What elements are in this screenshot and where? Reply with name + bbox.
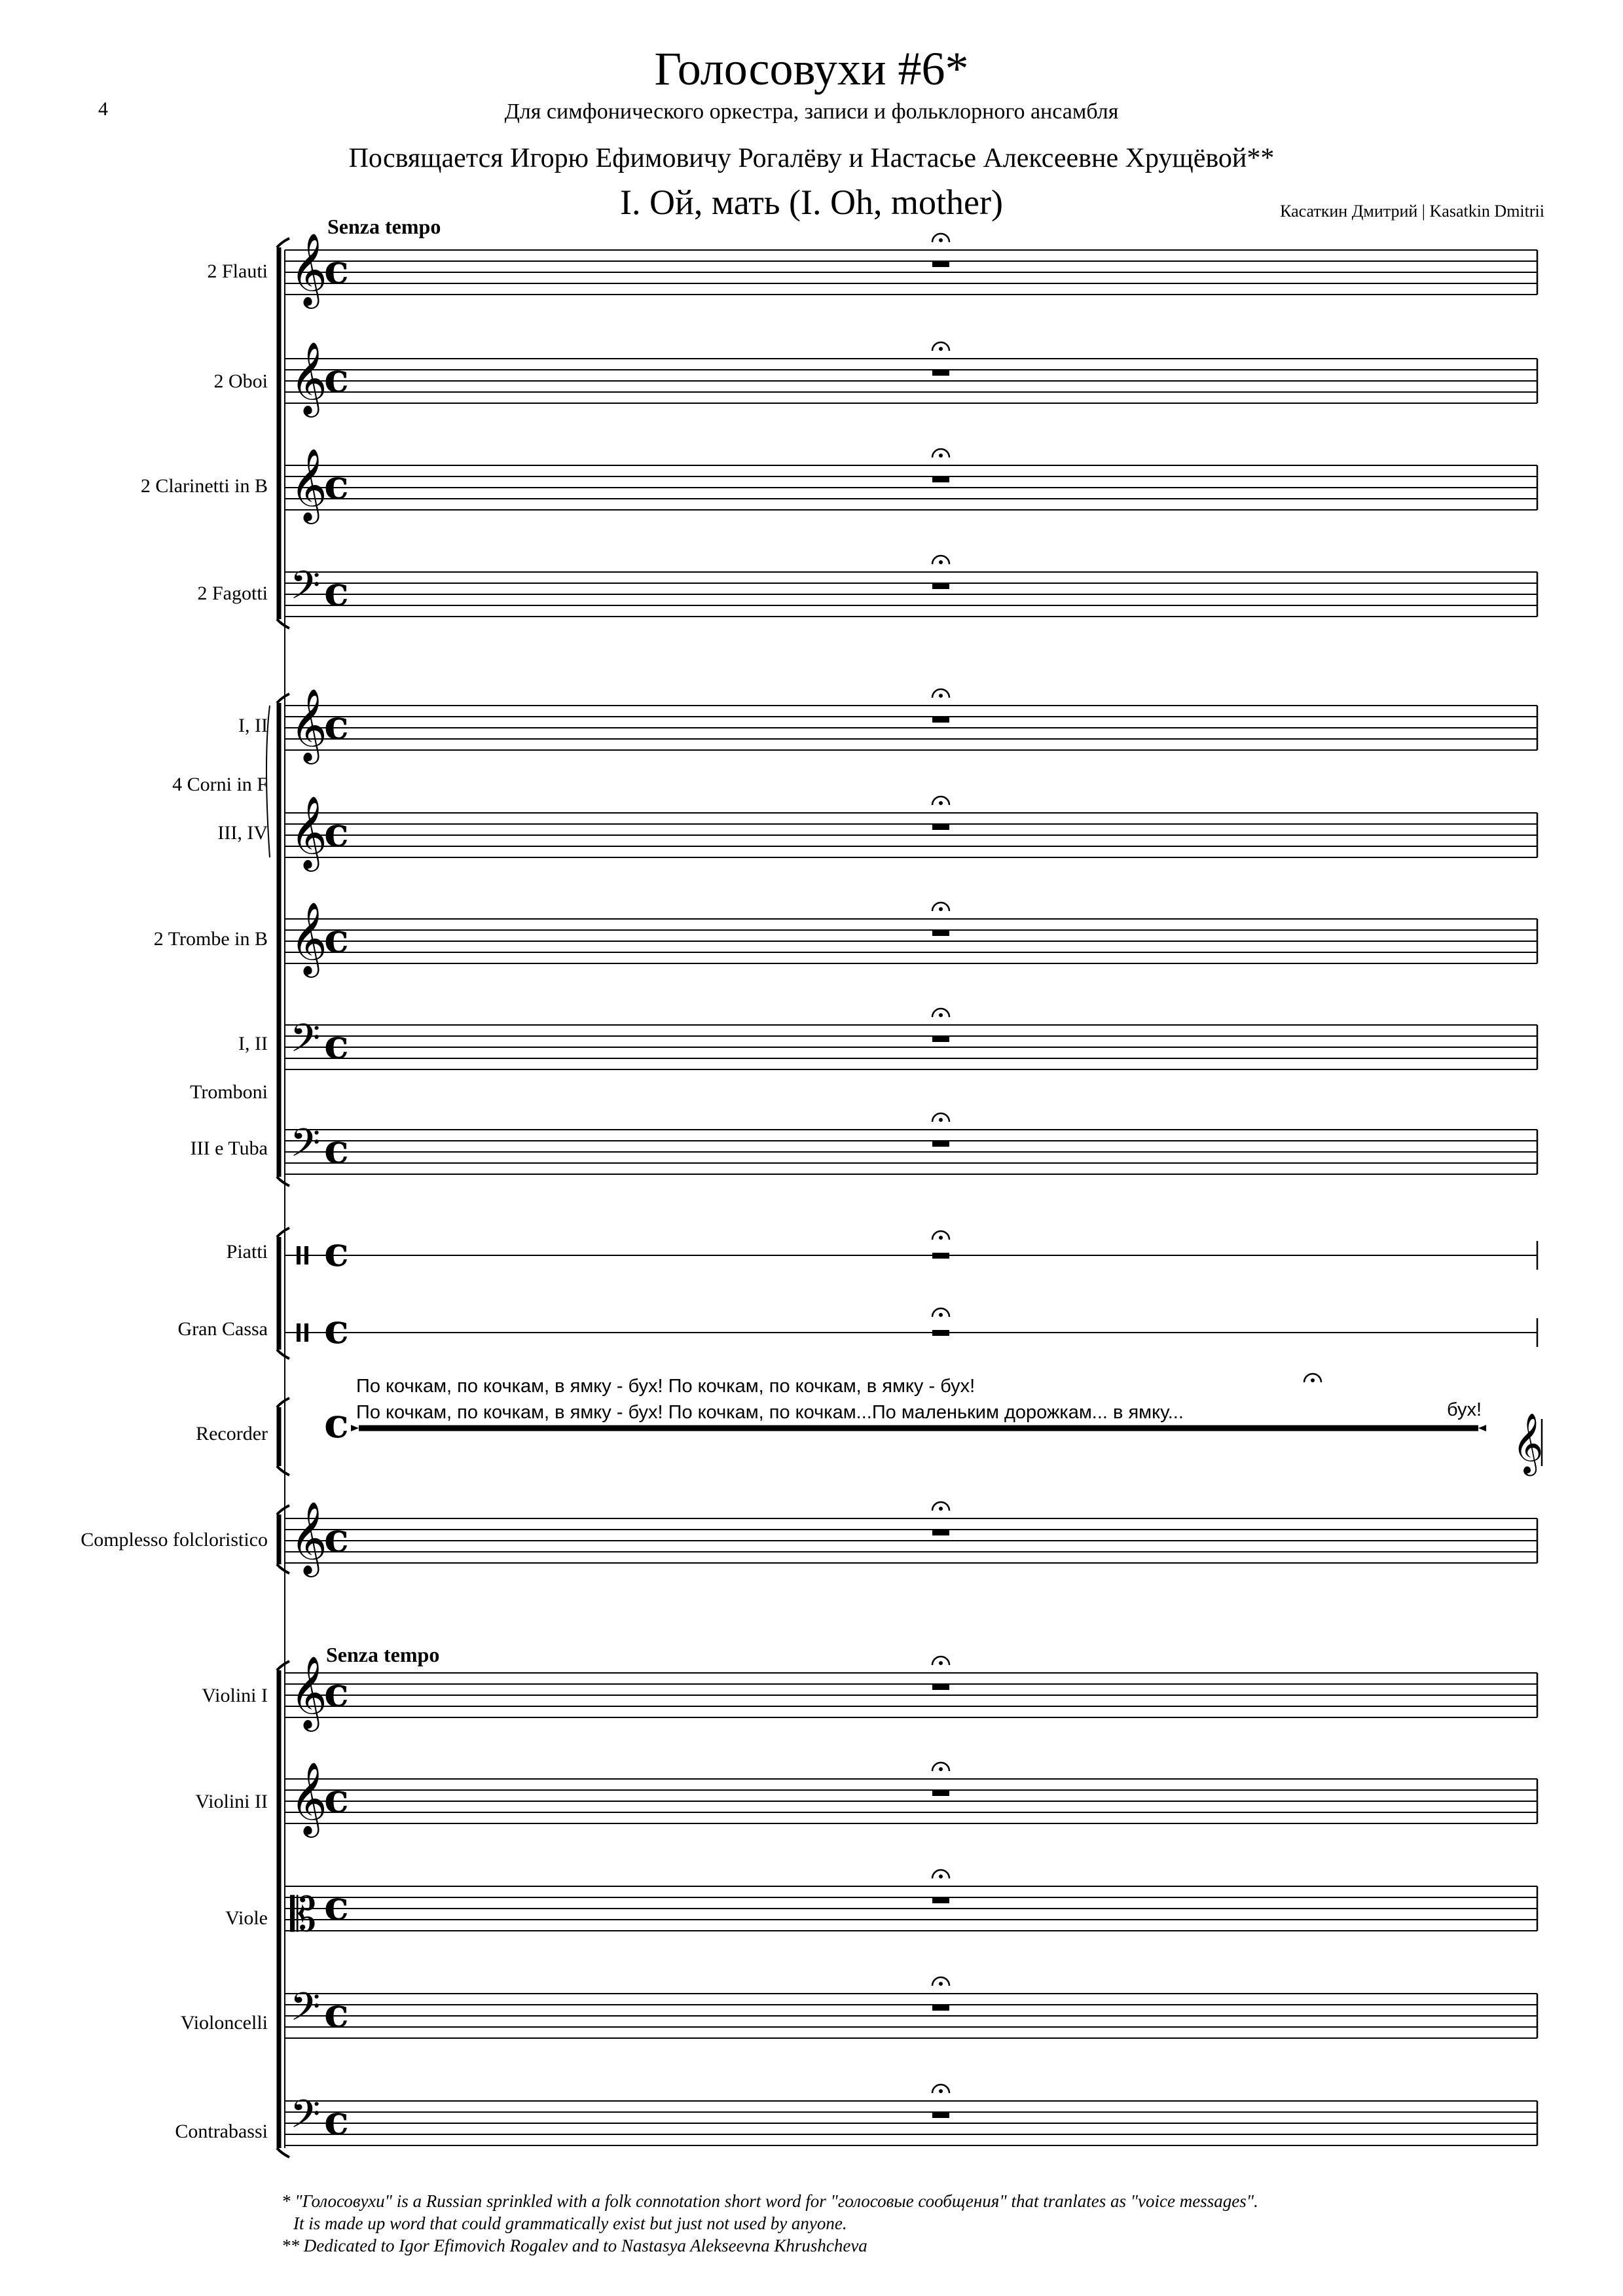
label-folk-ensemble: Complesso folcloristico — [81, 1529, 268, 1551]
common-time-icon: c — [324, 567, 349, 615]
common-time-icon: c — [324, 1774, 349, 1822]
label-flauti: 2 Flauti — [207, 260, 268, 282]
score-subtitle: Для симфонического оркестра, записи и фольклорного ансамбля — [504, 99, 1119, 124]
whole-rest-icon — [932, 1330, 949, 1336]
whole-rest-icon — [932, 583, 949, 589]
percussion-clef-icon — [297, 1246, 301, 1265]
staff-folk — [285, 1501, 1537, 1577]
label-violoncelli: Violoncelli — [180, 2012, 268, 2034]
label-contrabassi: Contrabassi — [175, 2121, 268, 2142]
common-time-icon: c — [324, 1020, 349, 1068]
staff-violini-2 — [285, 1761, 1537, 1838]
recorder-text-line-1: По кочкам, по кочкам, в ямку - бух! По кочкам, по кочкам, в ямку - бух! — [356, 1376, 976, 1397]
staves — [285, 232, 1543, 2146]
footnote-1-continued: It is made up word that could grammatically exist but just not used by anyone. — [293, 2214, 847, 2233]
common-time-icon: c — [324, 914, 349, 962]
label-violini-2: Violini II — [195, 1791, 268, 1812]
treble-clef-icon: 𝄞 — [290, 448, 327, 521]
label-tromboni-group: Tromboni — [190, 1081, 268, 1103]
whole-rest-icon — [932, 2005, 949, 2011]
score-title: Голосовухи #6* — [654, 43, 969, 95]
label-oboi: 2 Oboi — [213, 370, 268, 392]
footnote-1: * "Голосовухи" is a Russian sprinkled with a folk connotation short word for "голосовые сообщения" that tranlates as "voice messages". — [282, 2191, 1258, 2211]
footnote-2: ** Dedicated to Igor Efimovich Rogalev and to Nastasya Alekseevna Khrushcheva — [282, 2236, 867, 2255]
label-piatti: Piatti — [226, 1241, 268, 1263]
percussion-clef-icon — [297, 1323, 301, 1342]
tempo-marking-strings: Senza tempo — [326, 1643, 440, 1666]
label-gran-cassa: Gran Cassa — [177, 1318, 268, 1340]
bracket-brass — [277, 694, 289, 1186]
bracket-woodwinds — [277, 238, 289, 628]
whole-rest-icon — [932, 930, 949, 936]
treble-clef-icon: 𝄞 — [290, 1761, 327, 1835]
bass-clef-icon: 𝄢 — [290, 2091, 321, 2146]
treble-clef-icon: 𝄞 — [290, 795, 327, 869]
whole-rest-icon — [932, 1790, 949, 1796]
label-trombe: 2 Trombe in B — [153, 928, 268, 950]
treble-clef-icon: 𝄞 — [290, 901, 327, 975]
bass-clef-icon: 𝄢 — [290, 562, 321, 617]
treble-clef-icon: 𝄞 — [290, 232, 327, 306]
label-corni-group: 4 Corni in F — [172, 774, 268, 795]
whole-rest-icon — [932, 261, 949, 267]
staff-piatti — [285, 1228, 1537, 1276]
label-violini-1: Violini I — [202, 1685, 268, 1706]
label-tromboni-12: I, II — [238, 1033, 268, 1054]
common-time-icon: c — [324, 1989, 349, 2037]
composer: Касаткин Дмитрий | Kasatkin Dmitrii — [1280, 202, 1544, 221]
staff-tromboni-3-tuba — [285, 1113, 1537, 1175]
whole-rest-icon — [932, 2112, 949, 2118]
movement-title: I. Ой, мать (I. Oh, mother) — [620, 183, 1003, 222]
staff-clarinetti — [285, 448, 1537, 524]
bracket-recorder — [277, 1398, 289, 1475]
label-recorder: Recorder — [196, 1423, 268, 1444]
recorder-text-line-2: По кочкам, по кочкам, в ямку - бух! По кочкам, по кочкам...По маленьким дорожкам... в ямку... — [356, 1402, 1184, 1423]
whole-rest-icon — [932, 1141, 949, 1147]
staff-flauti — [285, 232, 1537, 309]
common-time-icon: c — [324, 1668, 349, 1716]
common-time-icon: c — [324, 354, 349, 402]
treble-clef-icon: 𝄞 — [290, 1655, 327, 1729]
common-time-icon: c — [324, 1399, 349, 1447]
staff-oboi — [285, 341, 1537, 418]
common-time-icon: c — [324, 1882, 349, 1929]
staff-contrabassi — [285, 2085, 1537, 2146]
staff-corni-34 — [285, 795, 1537, 872]
common-time-icon: c — [324, 461, 349, 509]
common-time-icon: c — [324, 701, 349, 749]
label-fagotti: 2 Fagotti — [197, 583, 268, 604]
bass-clef-icon: 𝄢 — [290, 1015, 321, 1070]
alto-clef-icon: 𝄡 — [290, 1887, 317, 1942]
common-time-icon: c — [324, 1514, 349, 1562]
common-time-icon: c — [324, 2096, 349, 2144]
treble-clef-icon: 𝄞 — [290, 341, 327, 414]
whole-rest-icon — [932, 1897, 949, 1903]
bracket-percussion — [277, 1228, 289, 1359]
bass-clef-icon: 𝄢 — [290, 1120, 321, 1175]
whole-rest-icon — [932, 476, 949, 482]
staff-tromboni-12 — [285, 1009, 1537, 1070]
whole-rest-icon — [932, 1684, 949, 1690]
label-clarinetti: 2 Clarinetti in B — [140, 475, 268, 497]
whole-rest-icon — [932, 370, 949, 376]
common-time-icon: c — [324, 808, 349, 856]
bass-clef-icon: 𝄢 — [290, 1984, 321, 2039]
brace-corni — [266, 706, 270, 857]
staff-viole — [285, 1870, 1537, 1942]
label-corni-12: I, II — [238, 715, 268, 736]
brackets — [266, 238, 289, 2157]
page-number: 4 — [98, 98, 108, 120]
recorder-text-ending: бух! — [1447, 1399, 1482, 1420]
staff-violoncelli — [285, 1977, 1537, 2039]
tempo-marking-winds: Senza tempo — [327, 215, 441, 238]
label-tromboni-3-tuba: III e Tuba — [190, 1138, 268, 1159]
treble-clef-icon: 𝄞 — [290, 1501, 327, 1574]
label-viole: Viole — [225, 1907, 268, 1929]
staff-violini-1 — [285, 1655, 1537, 1732]
staff-corni-12 — [285, 688, 1537, 764]
staff-recorder — [324, 1374, 1543, 1476]
treble-clef-icon: 𝄞 — [290, 688, 327, 761]
staff-trombe — [285, 901, 1537, 978]
common-time-icon: c — [324, 1228, 349, 1276]
staff-gran-cassa — [285, 1305, 1537, 1353]
whole-rest-icon — [932, 717, 949, 723]
common-time-icon: c — [324, 245, 349, 293]
common-time-icon: c — [324, 1125, 349, 1173]
whole-rest-icon — [932, 1036, 949, 1042]
common-time-icon: c — [324, 1305, 349, 1353]
staff-fagotti — [285, 556, 1537, 617]
label-corni-34: III, IV — [217, 822, 268, 844]
whole-rest-icon — [932, 1530, 949, 1535]
treble-clef-icon: 𝄞 — [1512, 1412, 1544, 1473]
whole-rest-icon — [932, 824, 949, 830]
dedication: Посвящается Игорю Ефимовичу Рогалёву и Настасье Алексеевне Хрущёвой** — [348, 143, 1275, 173]
whole-rest-icon — [932, 1253, 949, 1259]
